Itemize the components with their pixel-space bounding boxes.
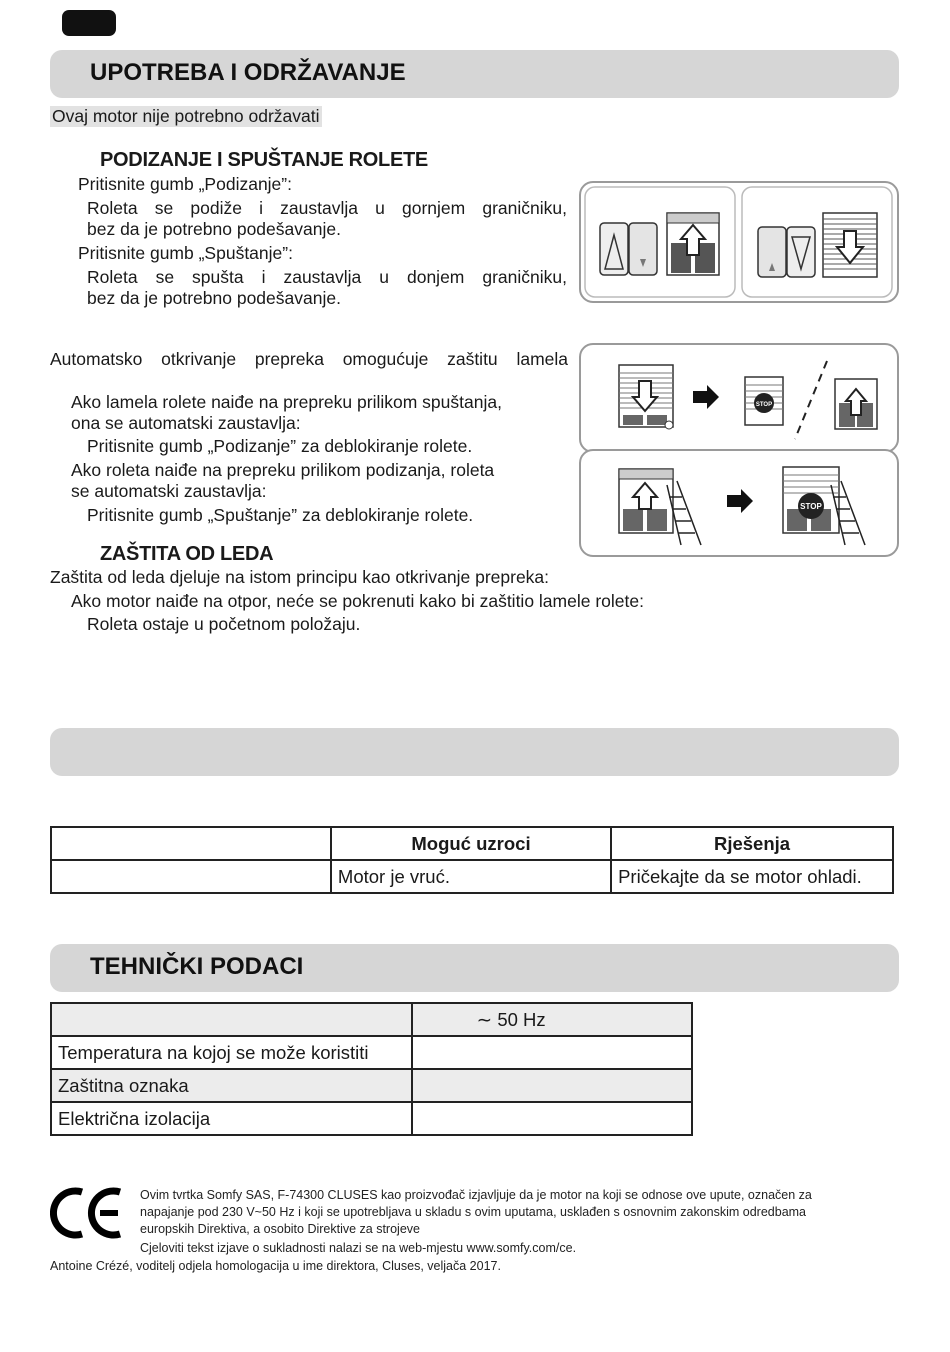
table-row [51,860,893,893]
obstacle-case1-action: Pritisnite gumb „Podizanje” za deblokiranje rolete. [87,436,473,456]
frequency-value: 50 Hz [497,1008,546,1030]
table-cell-cause: Motor je vruć. [331,860,611,893]
section-banner-tech [50,944,899,992]
declaration-line: europskih Direktiva, a osobito Direktive za strojeve [140,1222,420,1236]
figure-obstacle-up [579,449,899,557]
declaration-line: Ovim tvrtka Somfy SAS, F-74300 CLUSES kao proizvođač izjavljuje da je motor na koji se odnose ove upute, označen za [140,1188,812,1202]
section-title: UPOTREBA I ODRŽAVANJE [90,59,406,86]
down-result-line2: bez da je potrebno podešavanje. [87,288,341,308]
maintenance-note: Ovaj motor nije potrebno održavati [52,106,320,126]
header-cell [51,827,331,860]
obstacle-case2-line2: se automatski zaustavlja: [71,481,267,501]
obstacle-intro: Automatsko otkrivanje prepreka omogućuje zaštitu lamela [50,349,568,369]
declaration-line: napajanje pod 230 V~50 Hz i koji se upotrebljava u skladu s ovim uputama, usklađen s osnovnim zakonskim odredbama [140,1205,807,1219]
section-banner-empty [50,728,899,776]
table-cell-value [412,1036,692,1069]
figure-raise-lower [579,181,899,303]
ice-line3: Roleta ostaje u početnom položaju. [87,614,361,634]
table-cell-solution: Pričekajte da se motor ohladi. [611,860,893,893]
raise-lower-illustration [581,183,897,301]
declaration-text [140,1187,898,1238]
table-cell-label [51,1003,412,1036]
table-cell-label: Zaštitna oznaka [51,1069,412,1102]
subheading-ice: ZAŠTITA OD LEDA [100,543,274,565]
table-row [51,1003,692,1036]
website-line: Cjeloviti tekst izjave o sukladnosti nalazi se na web-mjestu www.somfy.com/ce. [140,1241,577,1255]
table-cell-value [412,1003,692,1036]
up-result-line1: Roleta se podiže i zaustavlja u gornjem graničniku, [87,198,567,218]
header-cell-solutions: Rješenja [611,827,893,860]
subheading-raise-lower: PODIZANJE I SPUŠTANJE ROLETE [100,149,428,171]
ice-line1: Zaštita od leda djeluje na istom principu kao otkrivanje prepreka: [50,567,550,587]
section-banner-use [50,50,899,98]
header-cell-causes: Moguć uzroci [331,827,611,860]
section-title-tech: TEHNIČKI PODACI [90,953,304,980]
table-cell-value [412,1069,692,1102]
ce-mark-logo [50,1186,126,1240]
table-row [51,1102,692,1135]
table-header-row [51,827,893,860]
figure-obstacle-down [579,343,899,453]
language-tab [62,10,116,36]
table-row [51,1036,692,1069]
stop-label-1: STOP [755,402,773,408]
up-result-line2: bez da je potrebno podešavanje. [87,219,341,239]
obstacle-case2-action: Pritisnite gumb „Spuštanje” za deblokiranje rolete. [87,505,474,525]
obstacle-up-illustration [581,451,897,555]
table-cell-label: Električna izolacija [51,1102,412,1135]
ac-symbol: ∼ [476,1008,493,1030]
troubleshooting-table [50,826,894,894]
down-result-line1: Roleta se spušta i zaustavlja u donjem graničniku, [87,267,567,287]
tech-data-table [50,1002,693,1136]
obstacle-case2-line1: Ako roleta naiđe na prepreku prilikom podizanja, roleta [71,460,495,480]
table-row [51,1069,692,1102]
obstacle-case1-line2: ona se automatski zaustavlja: [71,413,301,433]
obstacle-case1-line1: Ako lamela rolete naiđe na prepreku prilikom spuštanja, [71,392,502,412]
table-cell-label: Temperatura na kojoj se može koristiti [51,1036,412,1069]
ice-line2: Ako motor naiđe na otpor, neće se pokrenuti kako bi zaštitio lamele rolete: [71,591,644,611]
table-cell [51,860,331,893]
up-instruction: Pritisnite gumb „Podizanje”: [78,174,292,194]
obstacle-down-illustration [581,345,897,451]
table-cell-value [412,1102,692,1135]
down-instruction: Pritisnite gumb „Spuštanje”: [78,243,293,263]
stop-label-2: STOP [800,502,822,511]
signature-line: Antoine Crézé, voditelj odjela homologacija u ime direktora, Cluses, veljača 2017. [50,1259,501,1273]
